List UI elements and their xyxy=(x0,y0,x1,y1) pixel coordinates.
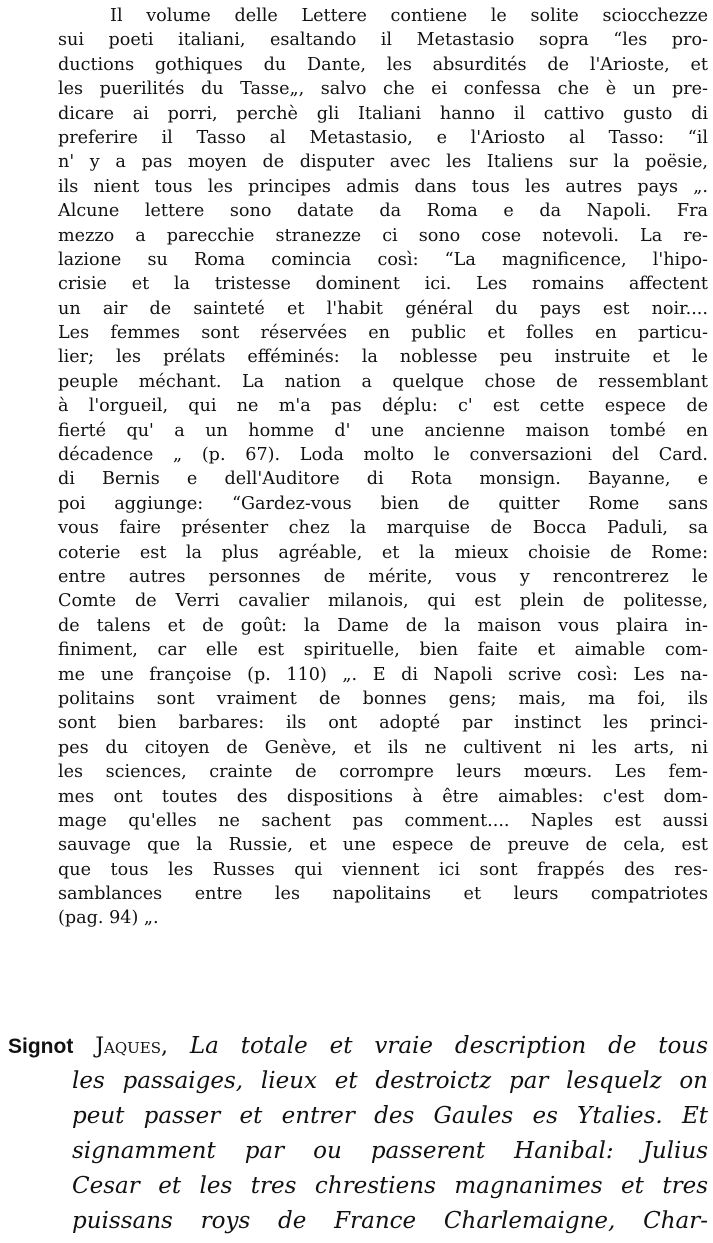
paragraph-line: peuple méchant. La nation a quelque chose de ressemblant xyxy=(58,371,708,392)
paragraph-line: di Bernis e dell'Auditore di Rota monsign. Bayanne, e xyxy=(58,469,708,490)
paragraph-line: mage qu'elles ne sachent pas comment.... Naples est aussi xyxy=(58,810,708,831)
bibliography-entry xyxy=(8,1029,708,1239)
paragraph-line: dicare ai porri, perchè gli Italiani hanno il cattivo gusto di xyxy=(58,103,708,124)
entry-title-text: La totale et vraie description de tous xyxy=(189,1033,709,1059)
paragraph-line: poi aggiunge: “Gardez-vous bien de quitter Rome sans xyxy=(58,493,708,514)
paragraph-line: (pag. 94) „. xyxy=(58,908,159,929)
paragraph-line: sauvage que la Russie, et une espece de preuve de cela, est xyxy=(58,835,708,856)
entry-line: peut passer et entrer des Gaules es Ytalies. Et xyxy=(72,1103,708,1129)
entry-line: Cesar et les tres chrestiens magnanimes et tres xyxy=(72,1173,708,1199)
entry-line: les passaiges, lieux et destroictz par lesquelz on xyxy=(72,1068,708,1094)
paragraph-line: mezzo a parecchie stranezze ci sono cose notevoli. La re- xyxy=(58,225,708,246)
paragraph-line: que tous les Russes qui viennent ici sont frappés des res- xyxy=(58,859,708,880)
entry-line: puissans roys de France Charlemaigne, Char- xyxy=(72,1208,708,1234)
entry-line xyxy=(8,1029,708,1064)
paragraph-line: crisie et la tristesse dominent ici. Les romains affectent xyxy=(58,274,708,295)
paragraph-line: Il volume delle Lettere contiene le solite sciocchezze xyxy=(110,6,708,26)
paragraph-line: vous faire présenter chez la marquise de Bocca Paduli, sa xyxy=(58,518,708,539)
entry-line: signamment par ou passerent Hanibal: Julius xyxy=(72,1138,708,1164)
paragraph-line: mes ont toutes des dispositions à être aimables: c'est dom- xyxy=(58,786,708,807)
paragraph-line: fierté qu' a un homme d' une ancienne maison tombé en xyxy=(58,420,708,441)
paragraph-line: de talens et de goût: la Dame de la maison vous plaira in- xyxy=(58,615,708,636)
lettere-paragraph xyxy=(58,4,708,931)
author-surname: Signot xyxy=(8,1035,74,1058)
paragraph-line: politains sont vraiment de bonnes gens; mais, ma foi, ils xyxy=(58,688,708,709)
paragraph-line: pes du citoyen de Genève, et ils ne cultivent ni les arts, ni xyxy=(58,737,708,758)
paragraph-line: finiment, car elle est spirituelle, bien faite et aimable com- xyxy=(58,640,708,661)
paragraph-line: coterie est la plus agréable, et la mieux choisie de Rome: xyxy=(58,542,708,563)
paragraph-line: samblances entre les napolitains et leurs compatriotes xyxy=(58,884,708,905)
paragraph-line: lier; les prélats efféminés: la noblesse peu instruite et le xyxy=(58,347,708,368)
paragraph-line: un air de sainteté et l'habit général du pays est noir.... xyxy=(58,298,708,319)
paragraph-line: les puerilités du Tasse„, salvo che ei confessa che è un pre- xyxy=(58,79,708,100)
paragraph-line: Comte de Verri cavalier milanois, qui est plein de politesse, xyxy=(58,591,708,612)
paragraph-line: ils nient tous les principes admis dans tous les autres pays „. xyxy=(58,176,708,197)
paragraph-line: lazione su Roma comincia così: “La magnificence, l'hipo- xyxy=(58,249,708,270)
paragraph-line: sui poeti italiani, esaltando il Metastasio sopra “les pro- xyxy=(58,30,708,51)
author-given-name: Jaques, xyxy=(95,1034,169,1059)
paragraph-line: me une françoise (p. 110) „. E di Napoli scrive così: Les na- xyxy=(58,664,708,685)
paragraph-line: n' y a pas moyen de disputer avec les Italiens sur la poësie, xyxy=(58,152,708,173)
paragraph-line: Les femmes sont réservées en public et folles en particu- xyxy=(58,323,708,344)
paragraph-line: Alcune lettere sono datate da Roma e da Napoli. Fra xyxy=(58,201,708,222)
paragraph-line: preferire il Tasso al Metastasio, e l'Ariosto al Tasso: “il xyxy=(58,127,708,148)
paragraph-line: ductions gothiques du Dante, les absurdités de l'Arioste, et xyxy=(58,54,708,75)
paragraph-line: les sciences, crainte de corrompre leurs mœurs. Les fem- xyxy=(58,762,708,783)
paragraph-line: entre autres personnes de mérite, vous y rencontrerez le xyxy=(58,566,708,587)
paragraph-line: décadence „ (p. 67). Loda molto le conversazioni del Card. xyxy=(58,445,708,466)
paragraph-line: à l'orgueil, qui ne m'a pas déplu: c' est cette espece de xyxy=(58,396,708,417)
paragraph-line: sont bien barbares: ils ont adopté par instinct les princi- xyxy=(58,713,708,734)
